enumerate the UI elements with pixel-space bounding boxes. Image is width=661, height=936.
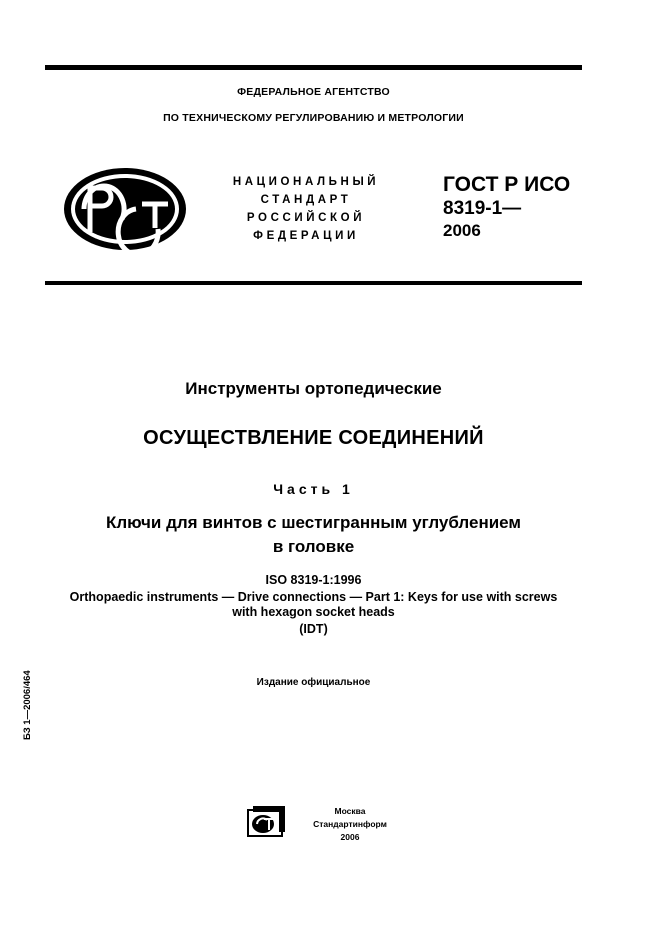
publisher-name: Стандартинформ (313, 819, 387, 829)
gost-designation-line-1: ГОСТ Р ИСО (443, 173, 571, 196)
gost-designation-line-2: 8319-1— (443, 198, 522, 219)
document-subtitle: Инструменты ортопедические (185, 379, 442, 398)
gost-designation-year: 2006 (443, 221, 481, 240)
iso-title-line-1: Orthopaedic instruments — Drive connections — Part 1: Keys for use with screws (69, 590, 558, 604)
iso-equivalence: (IDT) (299, 622, 328, 636)
standartinform-logo-icon (247, 806, 285, 838)
national-line-1: НАЦИОНАЛЬНЫЙ (232, 176, 380, 188)
national-line-3: РОССИЙСКОЙ (246, 212, 366, 224)
edition-note: Издание официальное (256, 677, 371, 688)
top-rule (45, 65, 582, 70)
iso-number: ISO 8319-1:1996 (265, 573, 362, 587)
national-line-2: СТАНДАРТ (260, 194, 352, 206)
publisher-year: 2006 (340, 832, 360, 842)
part-title-line-1: Ключи для винтов с шестигранным углублением (105, 513, 521, 532)
iso-title-line-2: with hexagon socket heads (232, 605, 395, 619)
side-code: БЗ 1—2006/464 (22, 670, 33, 740)
agency-line-2: ПО ТЕХНИЧЕСКОМУ РЕГУЛИРОВАНИЮ И МЕТРОЛОГИИ (163, 112, 464, 124)
part-label: Часть 1 (273, 481, 354, 497)
rst-logo-icon (62, 166, 188, 252)
agency-line-1: ФЕДЕРАЛЬНОЕ АГЕНТСТВО (237, 86, 390, 98)
national-line-4: ФЕДЕРАЦИИ (253, 230, 359, 242)
middle-rule (45, 281, 582, 285)
publisher-city: Москва (334, 806, 366, 816)
document-title: ОСУЩЕСТВЛЕНИЕ СОЕДИНЕНИЙ (143, 427, 484, 449)
part-title-line-2: в головке (272, 537, 355, 556)
